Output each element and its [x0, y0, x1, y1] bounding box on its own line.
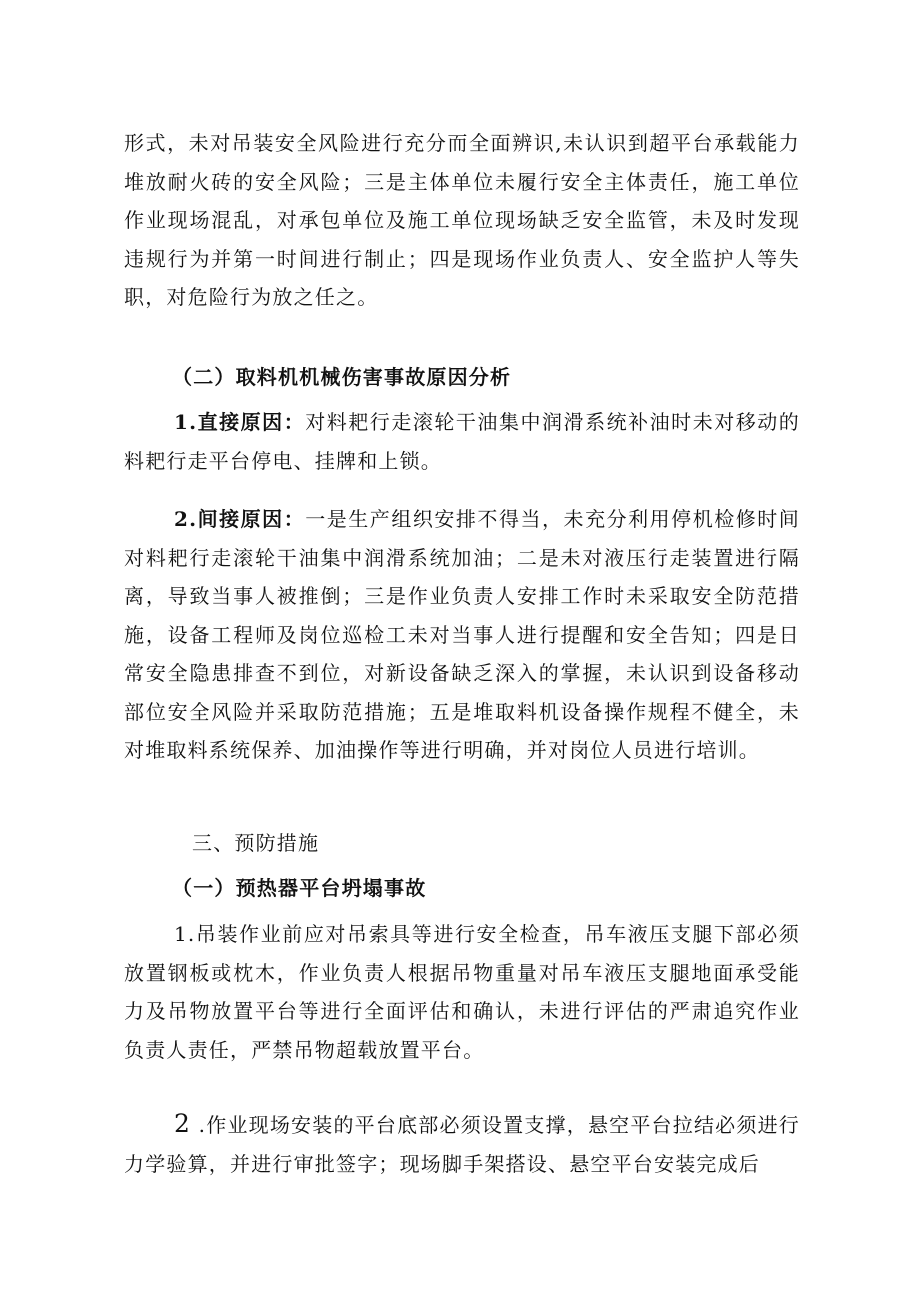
paragraph-responsibility: 形式，未对吊装安全风险进行充分而全面辨识,未认识到超平台承载能力堆放耐火砖的安全风险；三是主体单位未履行安全主体责任，施工单位作业现场混乱，对承包单位及施工单位现场缺乏安全监管，未及时发现违规行为并第一时间进行制止；四是现场作业负责人、安全监护人等失职，对危险行为放之任之。	[124, 131, 800, 309]
paragraph-measure-2	[124, 1105, 800, 1183]
paragraph-direct-cause	[124, 403, 800, 480]
measure-2-number: 2	[174, 1109, 192, 1138]
section-heading-prevention: 三、预防措施	[192, 831, 320, 855]
subsection-heading-preheater-collapse: （一）预热器平台坍塌事故	[172, 876, 427, 900]
direct-cause-text: 对料耙行走滚轮干油集中润滑系统补油时未对移动的料耙行走平台停电、挂牌和上锁。	[124, 410, 800, 473]
indirect-cause-label: 2.间接原因：	[174, 507, 306, 531]
paragraph-measure-1: 1.吊装作业前应对吊索具等进行安全检查，吊车液压支腿下部必须放置钢板或枕木，作业负责人根据吊物重量对吊车液压支腿地面承受能力及吊物放置平台等进行全面评估和确认，未进行评估的严肃追究作业负责人责任，严禁吊物超载放置平台。	[124, 922, 800, 1062]
indirect-cause-text: 一是生产组织安排不得当，未充分利用停机检修时间对料耙行走滚轮干油集中润滑系统加油；二是未对液压行走装置进行隔离，导致当事人被推倒；三是作业负责人安排工作时未采取安全防范措施，设备工程师及岗位巡检工未对当事人进行提醒和安全告知；四是日常安全隐患排查不到位，对新设备缺乏深入的掌握，未认识到设备移动部位安全风险并采取防范措施；五是堆取料机设备操作规程不健全，未对堆取料系统保养、加油操作等进行明确，并对岗位人员进行培训。	[124, 507, 800, 762]
direct-cause-label: 1.直接原因：	[174, 410, 306, 434]
measure-2-text: .作业现场安装的平台底部必须设置支撑，悬空平台拉结必须进行力学验算，并进行审批签字；现场脚手架搭设、悬空平台安装完成后	[124, 1113, 800, 1176]
section-heading-reclaimer-accident: （二）取料机机械伤害事故原因分析	[172, 365, 512, 389]
paragraph-indirect-cause	[124, 500, 800, 770]
